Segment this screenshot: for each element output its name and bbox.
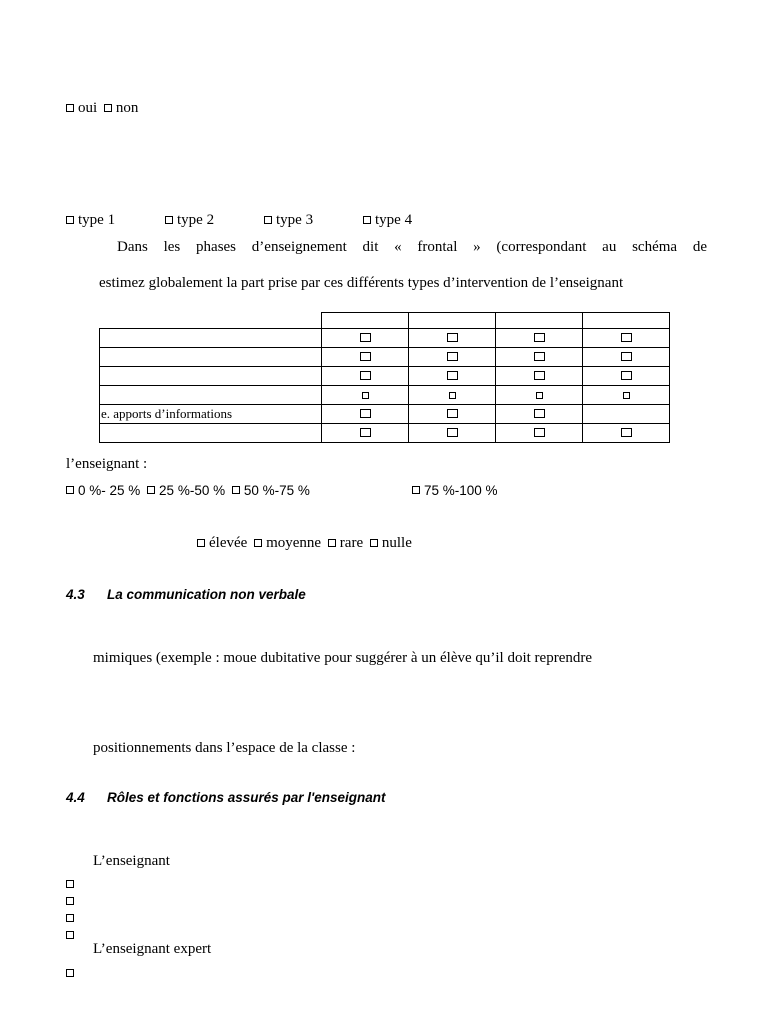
checkbox-type-3[interactable] [264,216,272,224]
table-checkbox[interactable] [621,371,632,380]
table-checkbox[interactable] [536,392,543,399]
table-cell [496,348,583,367]
table-cell [583,386,670,405]
table-cell [496,405,583,424]
table-cell [496,424,583,443]
table-checkbox[interactable] [447,371,458,380]
option-oui: oui [78,100,98,116]
table-header-cell [583,313,670,329]
table-checkbox[interactable] [447,333,458,342]
option-75-100: 75 %-100 % [424,483,498,498]
type-option-3 [264,212,313,229]
table-row [100,348,670,367]
table-header-cell [496,313,583,329]
frequency-options [197,535,412,552]
table-checkbox[interactable] [360,409,371,418]
table-checkbox[interactable] [360,333,371,342]
table-cell [409,386,496,405]
table-row [100,424,670,443]
checkbox-role-2[interactable] [66,893,78,911]
option-50-75: 50 %-75 % [243,483,310,498]
table-header-blank [100,313,322,329]
table-checkbox[interactable] [534,409,545,418]
table-row-label [100,424,322,443]
type-option-4 [363,212,412,229]
option-moyenne: moyenne [266,535,322,551]
option-0-25: 0 %- 25 % [78,483,141,498]
type-2-label: type 2 [177,212,215,228]
table-checkbox[interactable] [534,428,545,437]
checkbox-role-4[interactable] [66,927,78,945]
table-row-label [100,386,322,405]
paragraph-line-2: estimez globalement la part prise par ces différents types d’intervention de l’enseignant [99,275,624,291]
table-checkbox[interactable] [360,428,371,437]
type-3-label: type 3 [276,212,314,228]
intervention-table [99,312,670,443]
table-cell [322,424,409,443]
section-4-4-number: 4.4 [66,790,85,805]
table-cell [322,405,409,424]
checkbox-oui[interactable] [66,104,74,112]
checkbox-0-25[interactable] [66,486,74,494]
checkbox-role-1[interactable] [66,876,78,894]
enseignant-heading: L’enseignant [93,853,170,869]
checkbox-elevee[interactable] [197,539,205,547]
checkbox-25-50[interactable] [147,486,155,494]
table-header-row [100,313,670,329]
checkbox-role-3[interactable] [66,910,78,928]
table-cell [583,424,670,443]
table-cell [583,367,670,386]
table-cell [583,405,670,424]
table-row-label [100,329,322,348]
table-checkbox[interactable] [447,352,458,361]
option-25-50: 25 %-50 % [159,483,226,498]
checkbox-type-1[interactable] [66,216,74,224]
section-4-3-number: 4.3 [66,587,85,602]
table-cell [583,329,670,348]
table-cell [496,367,583,386]
table-checkbox[interactable] [447,428,458,437]
table-cell [322,329,409,348]
section-4-4-title: Rôles et fonctions assurés par l'enseignant [107,790,386,805]
percent-option-75-100 [412,483,498,498]
checkbox-nulle[interactable] [370,539,378,547]
table-row-label [100,348,322,367]
table-cell [322,348,409,367]
positionnements-text: positionnements dans l’espace de la classe : [93,740,356,756]
table-cell [322,386,409,405]
table-row-label: e. apports d’informations [100,405,322,424]
table-checkbox[interactable] [534,333,545,342]
percent-options [66,483,310,498]
table-cell [409,329,496,348]
option-nulle: nulle [381,535,412,551]
enseignant-expert-heading: L’enseignant expert [93,941,212,957]
table-row [100,367,670,386]
table-cell [496,329,583,348]
option-non: non [115,100,139,116]
option-elevee: élevée [209,535,248,551]
table-checkbox[interactable] [362,392,369,399]
table-checkbox[interactable] [360,352,371,361]
table-checkbox[interactable] [449,392,456,399]
table-checkbox[interactable] [621,333,632,342]
table-cell [409,405,496,424]
section-4-3-title: La communication non verbale [107,587,306,602]
table-cell [409,348,496,367]
table-checkbox[interactable] [621,352,632,361]
checkbox-moyenne[interactable] [254,539,262,547]
checkbox-50-75[interactable] [232,486,240,494]
yes-no-question [66,100,138,117]
checkbox-75-100[interactable] [412,486,420,494]
table-cell [496,386,583,405]
table-cell [409,367,496,386]
table-row [100,386,670,405]
type-1-label: type 1 [78,212,116,228]
table-header-cell [409,313,496,329]
checkbox-type-2[interactable] [165,216,173,224]
table-row [100,405,670,424]
table-checkbox[interactable] [447,409,458,418]
table-checkbox[interactable] [534,371,545,380]
table-header-cell [322,313,409,329]
type-4-label: type 4 [375,212,413,228]
checkbox-rare[interactable] [328,539,336,547]
table-checkbox[interactable] [534,352,545,361]
paragraph-line-1: Dans les phases d’enseignement dit « frontal » (correspondant au schéma de [117,239,707,255]
table-checkbox[interactable] [621,428,632,437]
type-option-1 [66,212,115,229]
table-cell [583,348,670,367]
table-row-label [100,367,322,386]
table-cell [322,367,409,386]
enseignant-label: l’enseignant : [66,456,148,472]
table-checkbox[interactable] [623,392,630,399]
option-rare: rare [339,535,364,551]
checkbox-expert-1[interactable] [66,965,78,983]
mimiques-text: mimiques (exemple : moue dubitative pour suggérer à un élève qu’il doit reprendre [93,650,593,666]
table-cell [409,424,496,443]
type-option-2 [165,212,214,229]
table-checkbox[interactable] [360,371,371,380]
checkbox-type-4[interactable] [363,216,371,224]
checkbox-non[interactable] [104,104,112,112]
table-row [100,329,670,348]
